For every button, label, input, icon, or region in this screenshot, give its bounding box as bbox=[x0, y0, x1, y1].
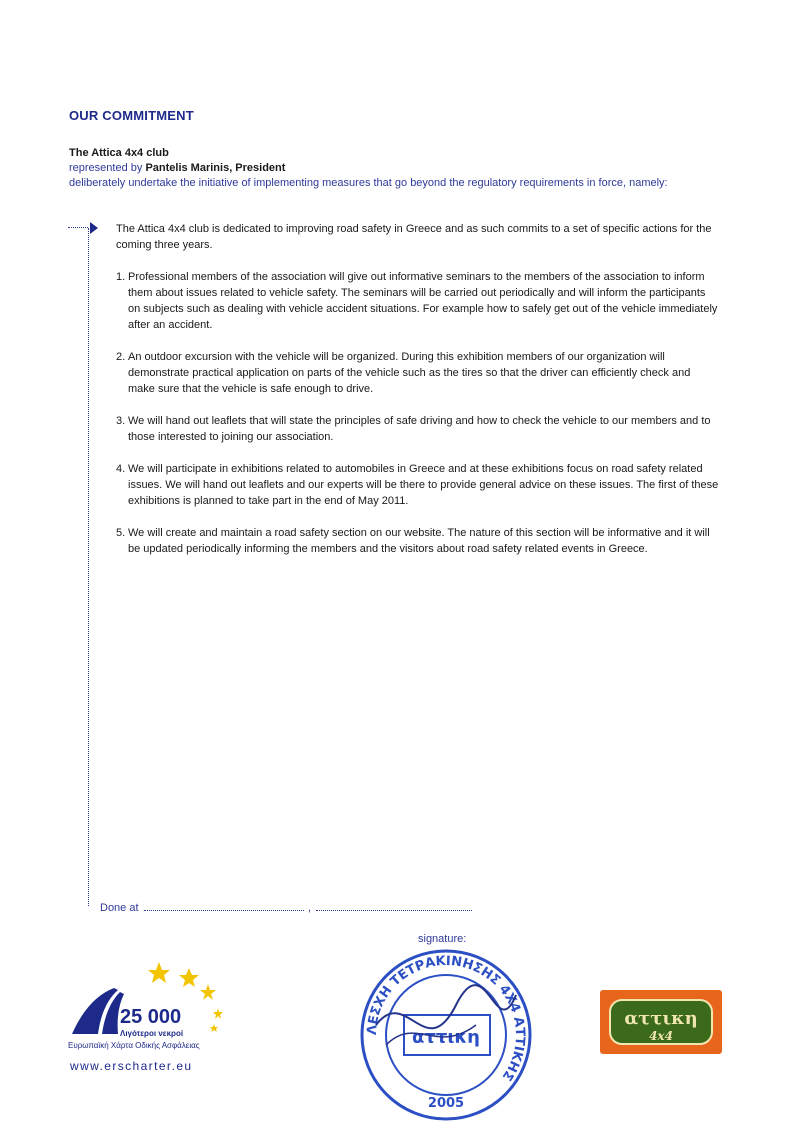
done-at-label: Done at bbox=[100, 902, 139, 914]
item-text: We will create and maintain a road safety section on our website. The nature of this section will be informative and it will be updated periodically informing the members and the visitors about road safety related events in Greece. bbox=[128, 527, 710, 555]
commitment-list bbox=[116, 269, 720, 557]
dotted-margin-line bbox=[88, 228, 89, 906]
item-number: 3. bbox=[116, 415, 126, 427]
item-text: We will participate in exhibitions related to automobiles in Greece and at these exhibitions focus on road safety related issues. We will hand out leaflets and our experts will be there to provide general advice on these issues. The first of these exhibitions is planned to take part in the end of May 2011. bbox=[128, 463, 719, 507]
list-item bbox=[116, 461, 720, 509]
representative-name: Pantelis Marinis, President bbox=[145, 162, 286, 174]
attiki-4x4-logo bbox=[600, 990, 722, 1054]
svg-text:αττικη: αττικη bbox=[624, 1008, 698, 1029]
represented-line bbox=[69, 161, 668, 176]
club-stamp-seal bbox=[346, 945, 546, 1125]
club-name: The Attica 4x4 club bbox=[69, 147, 169, 159]
item-number: 1. bbox=[116, 271, 126, 283]
intro-block bbox=[69, 146, 668, 191]
ers-charter-logo bbox=[68, 958, 238, 1078]
list-item bbox=[116, 525, 720, 557]
signature-label: signature: bbox=[418, 933, 467, 945]
done-at-comma: , bbox=[308, 902, 312, 914]
item-number: 5. bbox=[116, 527, 126, 539]
item-text: Professional members of the association will give out informative seminars to the members of the association to inform them about issues related to vehicle safety. The seminars will be carried out periodically and will inform the participants on subjects such as dealing with vehicle accident situations. For example how to safely get out of the vehicle immediately after an accident. bbox=[128, 271, 718, 331]
ers-url: www.erscharter.eu bbox=[70, 1059, 193, 1073]
item-text: An outdoor excursion with the vehicle will be organized. During this exhibition members of our organization will demonstrate practical application on parts of the vehicle such as the tires so that the driver can efficiently check and make sure that the vehicle is safe enough to drive. bbox=[128, 351, 691, 395]
item-number: 2. bbox=[116, 351, 126, 363]
svg-text:ΛΕΣΧΗ ΤΕΤΡΑΚΙΝΗΣΗΣ 4Χ4 ΑΤΤΙΚΗΣ: ΛΕΣΧΗ ΤΕΤΡΑΚΙΝΗΣΗΣ 4Χ4 ΑΤΤΙΚΗΣ bbox=[364, 953, 528, 1084]
triangle-arrow-icon bbox=[90, 222, 98, 234]
undertake-line: deliberately undertake the initiative of implementing measures that go beyond the regulatory requirements in force, namely: bbox=[69, 177, 668, 189]
list-item bbox=[116, 413, 720, 445]
list-item bbox=[116, 269, 720, 333]
svg-text:2005: 2005 bbox=[427, 1096, 465, 1111]
page-title: OUR COMMITMENT bbox=[69, 108, 194, 123]
list-item bbox=[116, 349, 720, 397]
dotted-connector bbox=[68, 227, 88, 228]
intro-paragraph: The Attica 4x4 club is dedicated to improving road safety in Greece and as such commits to a set of specific actions for the coming three years. bbox=[116, 223, 712, 251]
ers-subtitle: Λιγότεροι νεκροί bbox=[120, 1029, 184, 1038]
date-field-line bbox=[316, 910, 472, 911]
ers-number: 25 000 bbox=[120, 1006, 182, 1028]
svg-text:4x4: 4x4 bbox=[649, 1029, 673, 1043]
commitment-body bbox=[116, 221, 720, 573]
represented-prefix: represented by bbox=[69, 162, 146, 174]
ers-charter-name: Ευρωπαϊκή Χάρτα Οδικής Ασφάλειας bbox=[68, 1041, 200, 1050]
svg-text:αττικη: αττικη bbox=[412, 1027, 480, 1048]
item-number: 4. bbox=[116, 463, 126, 475]
item-text: We will hand out leaflets that will state the principles of safe driving and how to check the vehicle to our members and to those interested to joining our association. bbox=[128, 415, 711, 443]
place-field-line bbox=[144, 910, 304, 911]
